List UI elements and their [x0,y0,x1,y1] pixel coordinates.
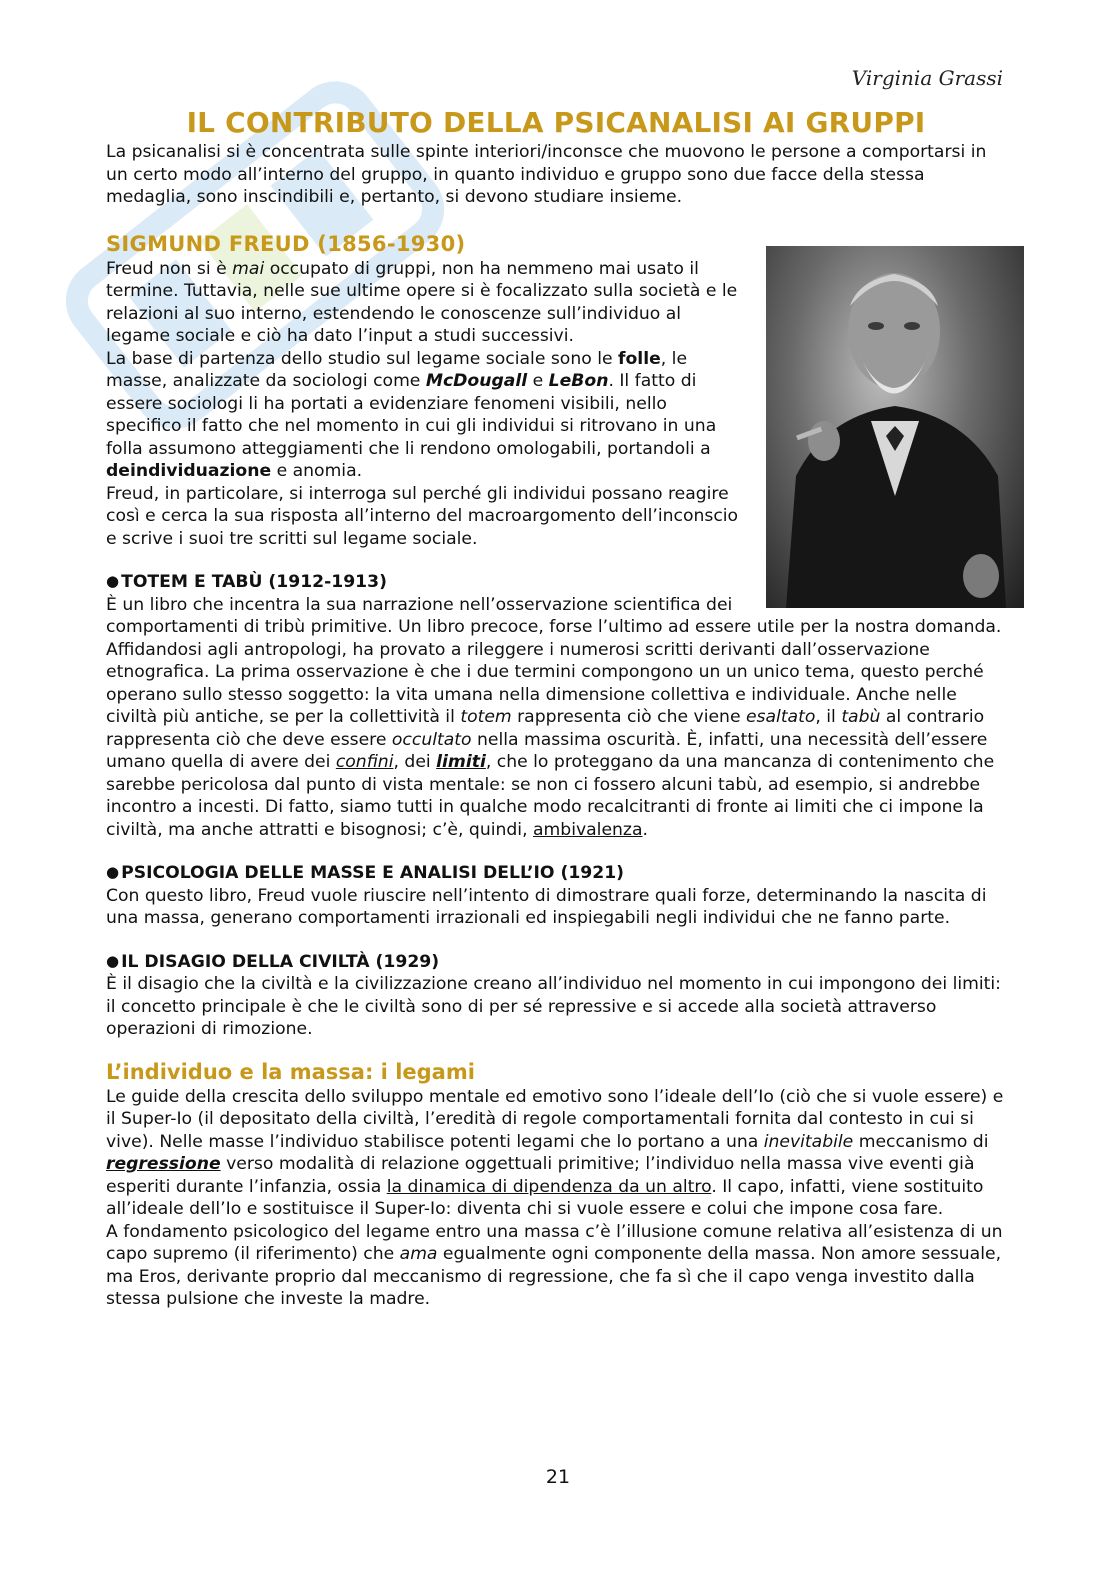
author-name: Virginia Grassi [851,66,1003,90]
freud-paragraph-2: La base di partenza dello studio sul legame sociale sono le folle, le masse, analizzate da sociologi come McDougall e LeBon. Il fatto di essere sociologi li ha portati a evidenziare fenomeni visibili, nello specifico il fatto che nel momento in cui gli individui si ritrovano in una folla assumono atteggiamenti che li rendono omologabili, portandoli a deindividuazione e anomia. [106,348,717,481]
disagio-heading: ● IL DISAGIO DELLA CIVILTÀ (1929) [106,951,440,972]
totem-heading: ● TOTEM E TABÙ (1912-1913) [106,572,387,592]
totem-paragraph-1: È un libro che incentra la sua narrazione nell’osservazione scientifica dei comportamenti di tribù primitive. Un libro precoce, forse l’ultimo ad essere utile per la nostra domanda. [106,594,1002,637]
freud-portrait-image [766,246,1024,608]
page-number: 21 [545,1466,571,1488]
bullet-icon: ● [106,863,120,881]
freud-paragraph-1: Freud non si è mai occupato di gruppi, non ha nemmeno mai usato il termine. Tuttavia, nelle sue ultime opere si è focalizzato sulla società e le relazioni al suo interno, estendendo le conoscenze sull’individuo al legame sociale e ciò ha dato l’input a studi successivi. [106,258,738,346]
totem-paragraph-2: Affidandosi agli antropologi, ha provato a rileggere i numerosi scritti derivanti dall’osservazione etnografica. La prima osservazione è che i due termini compongono un un unico tema, questo perché operano sullo stesso soggetto: la vita umana nella dimensione collettiva e individuale. Anche nelle civiltà più antiche, se per la collettività il totem rappresenta ciò che viene esaltato, il tabù al contrario rappresenta ciò che deve essere occultato nella massima oscurità. È, infatti, una necessità dell’essere umano quella di avere dei confini, dei limiti, che lo proteggano da una mancanza di contenimento che sarebbe pericolosa dal punto di vista mentale: se non ci fossero alcuni tabù, ad esempio, si andrebbe incontro a incesti. Di fatto, siamo tutti in qualche modo recalcitranti di fronte ai limiti che ci impone la civiltà, ma anche attratti e bisognosi; c’è, quindi, ambivalenza. [106,639,995,840]
disagio-paragraph: È il disagio che la civiltà e la civilizzazione creano all’individuo nel momento in cui impongono dei limiti: il concetto principale è che le civiltà sono di per sé repressive e si accede alla società attraverso operazioni di rimozione. [106,974,1001,1039]
masse-section [106,861,1006,930]
legami-heading: L’individuo e la massa: i legami [106,1059,475,1084]
freud-heading: SIGMUND FREUD (1856-1930) [106,231,466,256]
bullet-icon: ● [106,951,120,970]
legami-paragraph-2: A fondamento psicologico del legame entro una massa c’è l’illusione comune relativa all’esistenza di un capo supremo (il riferimento) che ama egualmente ogni componente della massa. Non amore sessuale, ma Eros, derivante proprio dal meccanismo di regressione, che fa sì che il capo venga investito dalla stessa pulsione che investe la madre. [106,1221,1003,1309]
freud-paragraph-3: Freud, in particolare, si interroga sul perché gli individui possano reagire così e cerca la sua risposta all’interno del macroargomento dell’inconscio e scrive i suoi tre scritti sul legame sociale. [106,483,739,549]
masse-heading: ● PSICOLOGIA DELLE MASSE E ANALISI DELL’IO (1921) [106,863,625,883]
legami-paragraph-1: Le guide della crescita dello sviluppo mentale ed emotivo sono l’ideale dell’Io (ciò che si vuole essere) e il Super-Io (il depositato della civiltà, l’eredità di regole comportamentali fornita dal contesto in cui si vive). Nelle masse l’individuo stabilisce potenti legami che lo portano a una inevitabile meccanismo di regressione verso modalità di relazione oggettuali primitive; l’individuo nella massa vive eventi già esperiti durante l’infanzia, ossia la dinamica di dipendenza da un altro. Il capo, infatti, viene sostituito all’ideale dell’Io e sostituisce il Super-Io: diventa chi si vuole essere e colui che impone cosa fare. [106,1086,1004,1219]
page-title: IL CONTRIBUTO DELLA PSICANALISI AI GRUPPI [186,106,926,139]
intro-paragraph: La psicanalisi si è concentrata sulle spinte interiori/inconsce che muovono le persone a comportarsi in un certo modo all’interno del gruppo, in quanto individuo e gruppo sono due facce della stessa medaglia, sono inscindibili e, pertanto, si devono studiare insieme. [106,142,987,207]
page-content [106,105,1006,1311]
bullet-icon: ● [106,572,120,590]
disagio-section [106,950,1006,1041]
freud-section [106,258,1006,639]
portrait-illustration [766,246,1024,608]
masse-paragraph: Con questo libro, Freud vuole riuscire nell’intento di dimostrare quali forze, determinando la nascita di una massa, generano comportamenti irrazionali ed inspiegabili negli individui che ne fanno parte. [106,885,987,928]
